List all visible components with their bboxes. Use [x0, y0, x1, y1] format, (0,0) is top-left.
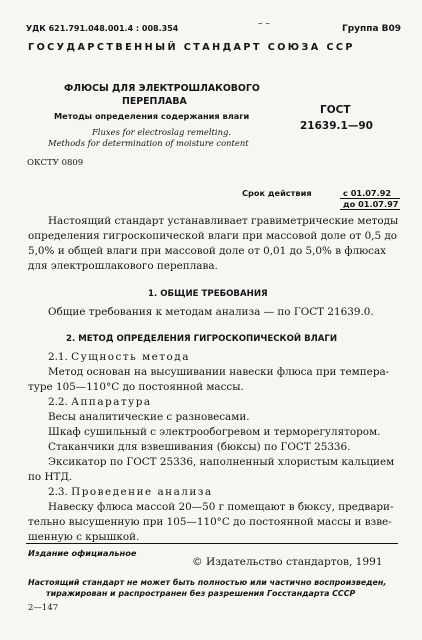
s22-line-3: Стаканчики для взвешивания (бюксы) по ГОСТ 25336.	[48, 441, 351, 453]
intro-line-4: для электрошлакового переплава.	[28, 260, 218, 272]
subsection-2-3-number: 2.3.	[48, 486, 68, 498]
section-1-text: Общие требования к методам анализа — по ГОСТ 21639.0.	[48, 306, 374, 318]
s22-line-4: Эксикатор по ГОСТ 25336, наполненный хлористым кальцием	[48, 456, 395, 468]
intro-line-3: 5,0% и общей влаги при массовой доле от 0,01 до 5,0% в флюсах	[28, 245, 387, 257]
page-number: 2—147	[28, 603, 59, 613]
copyright: © Издательство стандартов, 1991	[192, 556, 383, 568]
subsection-2-1-heading	[48, 350, 190, 365]
validity-label: Срок действия	[242, 188, 312, 198]
official-edition: Издание официальное	[28, 548, 137, 558]
section-1-heading: 1. ОБЩИЕ ТРЕБОВАНИЯ	[148, 289, 268, 299]
validity-underline-2	[340, 209, 400, 210]
validity-from: с 01.07.92	[343, 188, 392, 198]
subsection-2-3-title: Проведение анализа	[71, 486, 213, 498]
title-line-2: ПЕРЕПЛАВА	[122, 96, 187, 107]
subsection-2-1-number: 2.1.	[48, 351, 68, 363]
s21-line-2: туре 105—110°С до постоянной массы.	[28, 381, 244, 393]
reproduction-notice-1: Настоящий стандарт не может быть полностью или частично воспроизведен,	[28, 578, 387, 587]
gost-label: ГОСТ	[320, 104, 351, 116]
subsection-2-2-heading	[48, 395, 152, 410]
s22-line-5: по НТД.	[28, 471, 73, 483]
intro-line-2: определения гигроскопической влаги при массовой доле от 0,5 до	[28, 230, 398, 242]
s23-line-3: шенную с крышкой.	[28, 531, 140, 543]
validity-to: до 01.07.97	[343, 199, 399, 209]
s21-line-1: Метод основан на высушивании навески флюса при темпера-	[48, 366, 390, 378]
subsection-2-1-title: Сущность метода	[71, 351, 190, 363]
english-title-2: Methods for determination of moisture content	[48, 138, 249, 148]
s22-line-2: Шкаф сушильный с электрообогревом и терморегулятором.	[48, 426, 381, 438]
subsection-2-2-number: 2.2.	[48, 396, 68, 408]
subsection-2-2-title: Аппаратура	[71, 396, 152, 408]
header-dash: – –	[258, 19, 270, 29]
gost-number: 21639.1—90	[300, 120, 373, 132]
okstu-code: ОКСТУ 0809	[27, 158, 84, 168]
intro-line-1: Настоящий стандарт устанавливает гравиметрические методы	[48, 215, 399, 227]
standard-banner: ГОСУДАРСТВЕННЫЙ СТАНДАРТ СОЮЗА ССР	[28, 42, 355, 53]
validity-underline-1	[340, 198, 400, 199]
footer-rule	[26, 543, 398, 544]
group-code: Группа В09	[342, 24, 402, 34]
title-line-1: ФЛЮСЫ ДЛЯ ЭЛЕКТРОШЛАКОВОГО	[64, 83, 260, 94]
section-2-heading: 2. МЕТОД ОПРЕДЕЛЕНИЯ ГИГРОСКОПИЧЕСКОЙ ВЛАГИ	[66, 334, 338, 344]
udk-code: УДК 621.791.048.001.4 : 008.354	[26, 24, 179, 33]
s23-line-1: Навеску флюса массой 20—50 г помещают в бюксу, предвари-	[48, 501, 394, 513]
reproduction-notice-2: тиражирован и распространен без разрешения Госстандарта СССР	[46, 589, 356, 598]
english-title-1: Fluxes for electroslag remelting.	[92, 127, 232, 137]
subtitle: Методы определения содержания влаги	[54, 111, 250, 121]
s22-line-1: Весы аналитические с разновесами.	[48, 411, 250, 423]
s23-line-2: тельно высушенную при 105—110°С до постоянной массы и взве-	[28, 516, 392, 528]
subsection-2-3-heading	[48, 485, 213, 500]
